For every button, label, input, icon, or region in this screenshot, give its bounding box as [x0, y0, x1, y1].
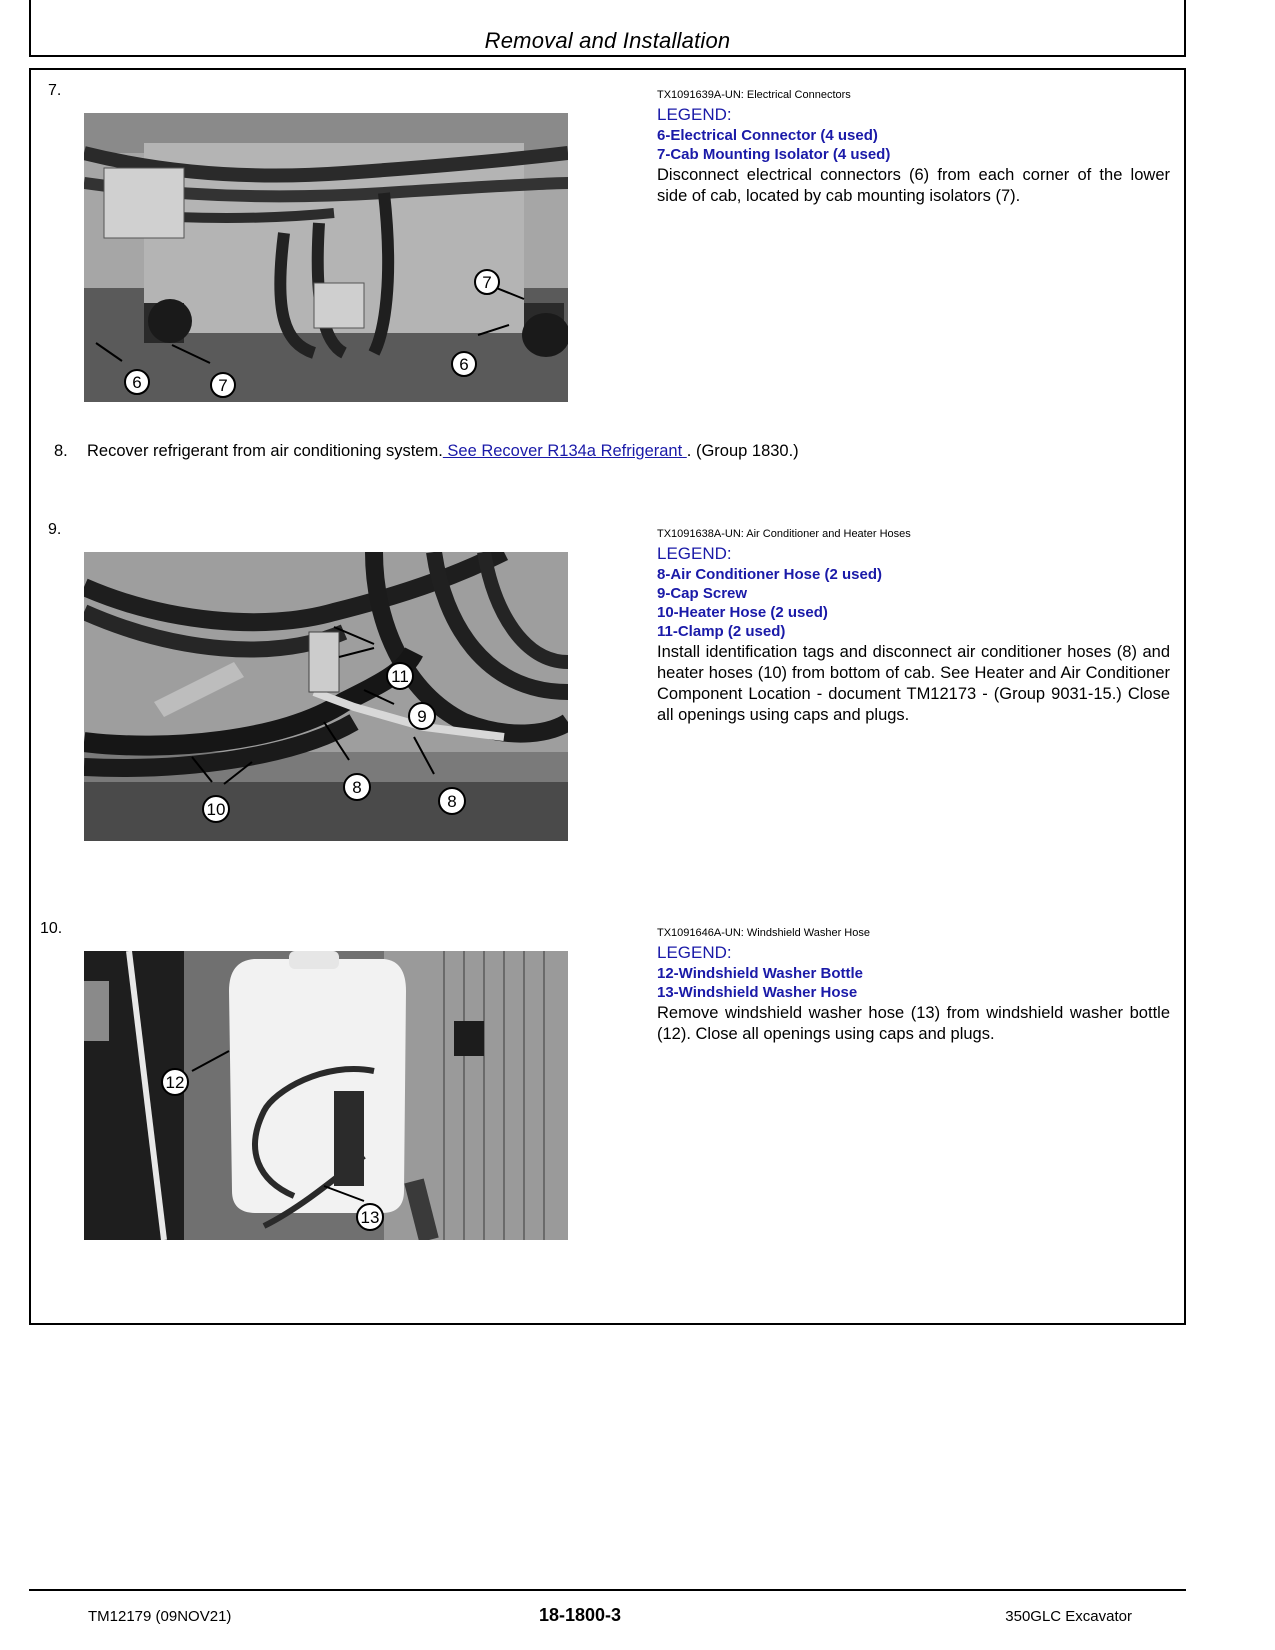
step-9-number: 9. — [48, 521, 62, 538]
legend-item: 9-Cap Screw — [657, 585, 748, 602]
photo-ac-heater-hoses — [84, 552, 568, 841]
figure-id: TX1091638A-UN: Air Conditioner and Heater Hoses — [657, 528, 911, 540]
callout-6-right: 6 — [459, 355, 469, 374]
legend-item: 8-Air Conditioner Hose (2 used) — [657, 566, 883, 583]
legend-item: 7-Cab Mounting Isolator (4 used) — [657, 146, 891, 163]
step-description: Install identification tags and disconnect air conditioner hoses (8) and heater hoses (10) from bottom of cab. See Heater and Air Conditioner Component Location - document TM12173 - (Group 9031-15.) Close all openings using caps and plugs. — [657, 643, 1170, 724]
page-title: Removal and Installation — [484, 28, 731, 53]
step-8-text: Recover refrigerant from air conditioning system. — [87, 442, 443, 460]
step-7-number: 7. — [48, 82, 62, 99]
step-10-text — [657, 927, 1170, 1045]
legend-title: LEGEND: — [657, 544, 732, 563]
footer-model: 350GLC Excavator — [1005, 1608, 1132, 1625]
step-7-text — [657, 89, 1170, 207]
footer-page-number: 18-1800-3 — [538, 1605, 622, 1625]
callout-11: 11 — [391, 667, 409, 686]
legend-title: LEGEND: — [657, 105, 732, 124]
step-9-text — [657, 528, 1170, 726]
photo-electrical-connectors — [84, 113, 568, 402]
callout-13: 13 — [360, 1208, 380, 1227]
legend-title: LEGEND: — [657, 943, 732, 962]
callout-8-right: 8 — [447, 792, 457, 811]
step-8-group: . (Group 1830.) — [686, 442, 799, 460]
legend-item: 13-Windshield Washer Hose — [657, 984, 858, 1001]
step-8 — [54, 442, 799, 461]
callout-7-left: 7 — [218, 376, 228, 395]
step-8-number: 8. — [54, 442, 68, 460]
legend-item: 6-Electrical Connector (4 used) — [657, 127, 878, 144]
recover-refrigerant-link[interactable]: See Recover R134a Refrigerant — [442, 442, 687, 460]
callout-8-left: 8 — [352, 778, 362, 797]
callout-10: 10 — [206, 800, 226, 819]
legend-item: 10-Heater Hose (2 used) — [657, 604, 828, 621]
legend-item: 11-Clamp (2 used) — [657, 623, 786, 640]
figure-id: TX1091639A-UN: Electrical Connectors — [657, 89, 851, 101]
footer-divider — [29, 1589, 1186, 1591]
page-header — [29, 0, 1186, 57]
callout-12: 12 — [165, 1073, 185, 1092]
callout-7-right: 7 — [482, 273, 492, 292]
callout-9: 9 — [417, 707, 427, 726]
footer-doc-code: TM12179 (09NOV21) — [88, 1608, 232, 1625]
figure-id: TX1091646A-UN: Windshield Washer Hose — [657, 927, 870, 939]
photo-windshield-washer — [84, 951, 568, 1240]
step-description: Disconnect electrical connectors (6) from each corner of the lower side of cab, located by cab mounting isolators (7). — [657, 166, 1170, 205]
legend-item: 12-Windshield Washer Bottle — [657, 965, 864, 982]
step-10-number: 10. — [40, 920, 63, 937]
callout-6-left: 6 — [132, 373, 142, 392]
step-description: Remove windshield washer hose (13) from windshield washer bottle (12). Close all openings using caps and plugs. — [657, 1004, 1170, 1043]
